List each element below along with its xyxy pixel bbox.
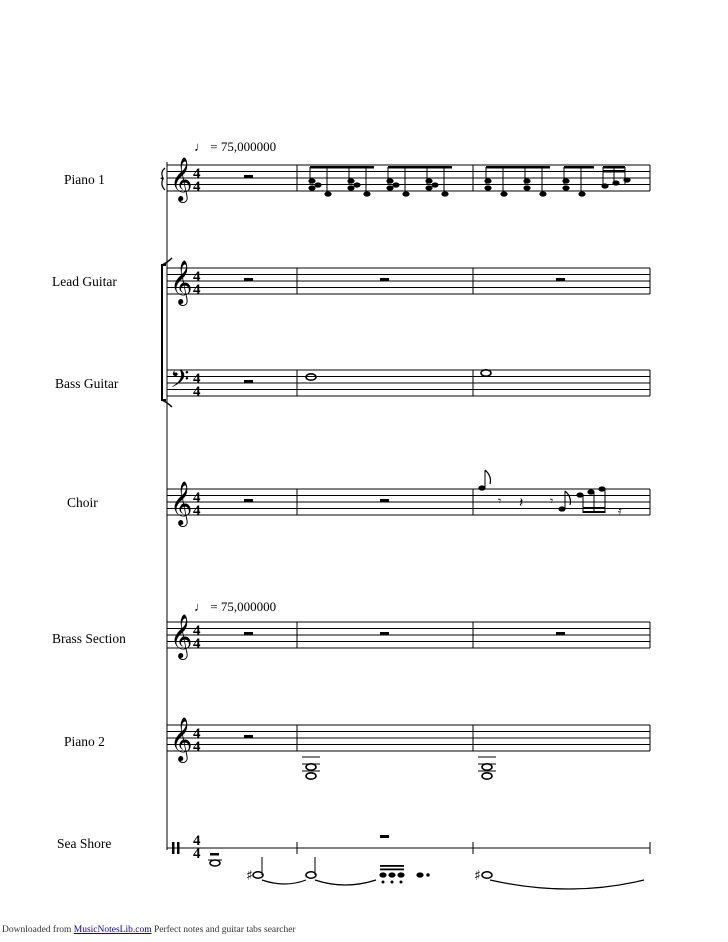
time-signatures xyxy=(193,166,201,862)
piano-1-notes xyxy=(308,166,630,197)
treble-clef-icon: 𝄞 xyxy=(170,614,193,658)
footer-prefix: Downloaded from xyxy=(2,925,72,935)
svg-text:4: 4 xyxy=(193,384,201,400)
svg-text:4: 4 xyxy=(193,371,201,387)
staff-piano-2 xyxy=(167,725,650,751)
staff-piano-1 xyxy=(167,165,650,191)
treble-clef-icon: 𝄞 xyxy=(170,157,193,201)
brace xyxy=(161,168,165,190)
svg-text:4: 4 xyxy=(193,636,201,652)
staff-lead-guitar xyxy=(167,268,650,294)
quarter-note-icon: ♩ xyxy=(194,599,207,614)
svg-text:♯: ♯ xyxy=(474,868,481,884)
instrument-name-piano-1: Piano 1 xyxy=(64,172,105,187)
bracket xyxy=(162,265,166,400)
tempo-marking-1: ♩ = 75,000000 xyxy=(194,139,277,154)
staff-choir xyxy=(167,489,650,515)
quarter-note-icon: ♩ xyxy=(194,139,207,154)
treble-clef-icon: 𝄞 xyxy=(170,481,193,525)
svg-text:4: 4 xyxy=(193,623,201,639)
svg-text:𝄿: 𝄿 xyxy=(618,504,622,518)
svg-text:4: 4 xyxy=(193,269,201,285)
instrument-name-choir: Choir xyxy=(67,495,98,510)
sea-shore-notes xyxy=(208,853,644,889)
footer-suffix: Perfect notes and guitar tabs searcher xyxy=(153,925,296,935)
svg-text:4: 4 xyxy=(193,282,201,298)
svg-text:♯: ♯ xyxy=(246,868,253,884)
bass-guitar-notes xyxy=(306,370,491,380)
instrument-name-sea-shore: Sea Shore xyxy=(57,836,112,851)
staff-brass-section xyxy=(167,622,650,648)
percussion-clef-icon xyxy=(172,842,175,854)
svg-text:4: 4 xyxy=(193,179,201,195)
svg-text:𝄽: 𝄽 xyxy=(519,495,524,511)
musicnoteslib-link[interactable]: MusicNotesLib.com xyxy=(73,925,152,935)
footer xyxy=(2,925,296,935)
instrument-name-lead-guitar: Lead Guitar xyxy=(52,274,117,289)
treble-clef-icon: 𝄞 xyxy=(170,260,193,304)
bass-clef-icon: 𝄢 xyxy=(170,365,190,400)
svg-text:4: 4 xyxy=(193,166,201,182)
treble-clef-icon: 𝄞 xyxy=(170,717,193,761)
svg-text:4: 4 xyxy=(193,739,201,755)
choir-notes xyxy=(478,470,622,518)
svg-text:4: 4 xyxy=(193,726,201,742)
instrument-name-bass-guitar: Bass Guitar xyxy=(55,376,119,391)
svg-text:4: 4 xyxy=(193,503,201,519)
svg-text:𝄾: 𝄾 xyxy=(498,494,502,508)
tempo-marking-2: ♩ = 75,000000 xyxy=(194,599,277,614)
instrument-name-piano-2: Piano 2 xyxy=(64,734,105,749)
svg-text:𝄾: 𝄾 xyxy=(550,494,554,508)
svg-text:4: 4 xyxy=(193,490,201,506)
staff-bass-guitar xyxy=(167,370,650,396)
instrument-name-brass-section: Brass Section xyxy=(52,631,126,646)
svg-text:4: 4 xyxy=(193,833,201,849)
piano-2-notes xyxy=(302,757,496,779)
svg-text:4: 4 xyxy=(193,846,201,862)
